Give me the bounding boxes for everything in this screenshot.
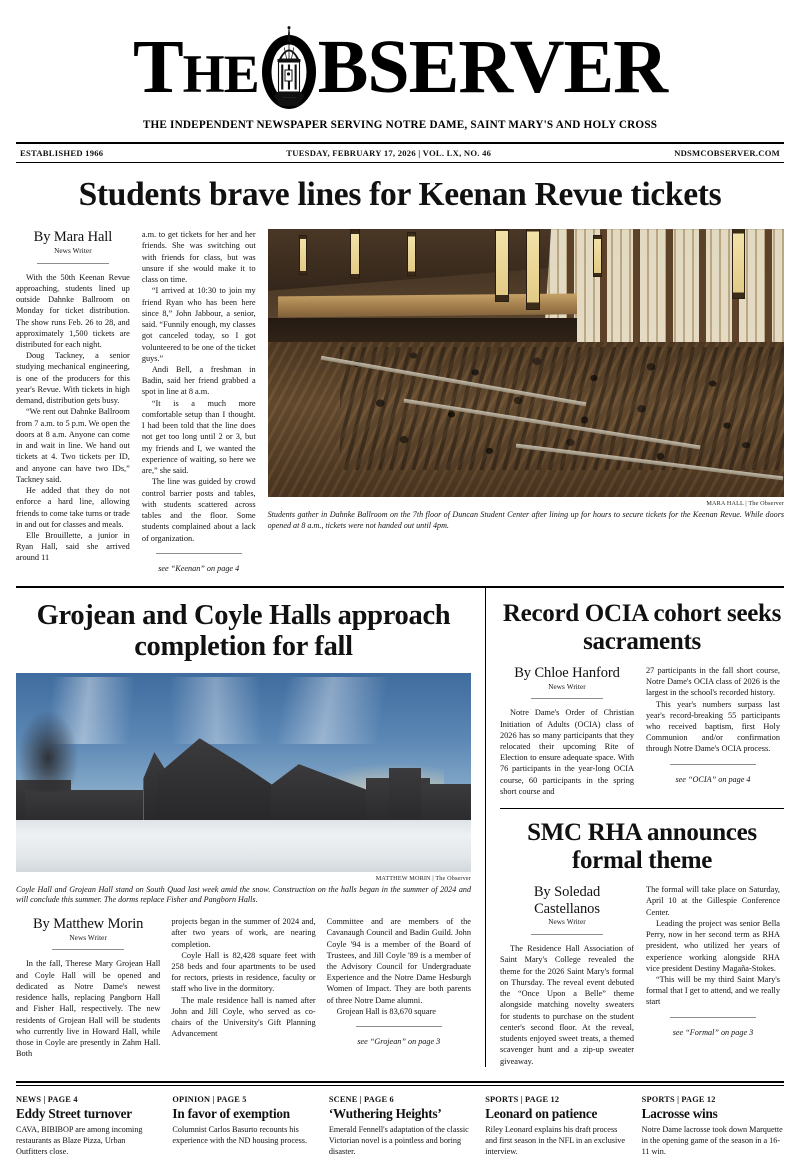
paragraph: In the fall, Therese Mary Grojean Hall and Coyle Hall will be opened and dedicated as Notre Dame's newest residence halls, replacing Pangborn Hall and Fisher Hall, respectively. The new residents of Grojean Hall will be students who currently live in Howard Hall, while those in Coyle are presently in Zahm Hall. Both: [16, 959, 161, 1059]
paragraph: Elle Brouillette, a junior in Ryan Hall, said she arrived around 11: [16, 530, 130, 563]
lead-column-2: [142, 229, 256, 574]
paragraph: The male residence hall is named after John and Jill Coyle, who served as co-chairs of the University's Gift Planning Advancement: [171, 995, 316, 1039]
mid-section: [16, 588, 784, 1067]
rha-columns: [500, 884, 784, 1067]
lead-photo-column: [268, 229, 784, 574]
grojean-photo-credit: MATTHEW MORIN | The Observer: [375, 874, 471, 882]
ocia-column-1: [500, 665, 634, 797]
teaser-bar: [16, 1081, 784, 1158]
masthead-tagline: THE INDEPENDENT NEWSPAPER SERVING NOTRE DAME, SAINT MARY'S AND HOLY CROSS: [142, 119, 658, 131]
grojean-columns: [16, 916, 471, 1060]
rha-headline[interactable]: SMC RHA announces formal theme: [527, 819, 757, 875]
lead-headline[interactable]: Students brave lines for Keenan Revue tickets: [78, 176, 722, 213]
nameplate: [16, 26, 784, 110]
paragraph: “I arrived at 10:30 to join my friend Ryan who has been here since 8,” John Jabbour, a senior, said. “Funnily enough, my classes got canceled today, so I got volunteered to be one of the ticket guys.”: [141, 286, 256, 363]
ballroom-crowd-photo: [268, 229, 784, 497]
paragraph: “We rent out Dahnke Ballroom from 7 a.m. to 5 p.m. We open the doors at 8 a.m. Anyone can come in and wait in line. We hand out tickets at 4. Two tickets per ID, and anyone can have two IDs,” Tackney said.: [16, 407, 130, 484]
byline-rule: [531, 934, 603, 935]
paragraph: “It is a much more comfortable setup than I thought. I had been told that the line does not get too long until 2 or 3, but my friends and I, we wanted the experience of waiting, so here we are,” she said.: [141, 398, 256, 476]
byline-role: News Writer: [54, 246, 92, 255]
teaser-description: Notre Dame lacrosse took down Marquette in the opening game of the season in a 16-11 win.: [641, 1125, 783, 1157]
byline-name: By Soledad Castellanos: [533, 884, 601, 917]
byline-role: News Writer: [548, 682, 586, 691]
paragraph: projects began in the summer of 2024 and, after two years of work, are nearing completion.: [171, 917, 316, 949]
grojean-headline[interactable]: Grojean and Coyle Halls approach completion for fall: [36, 599, 451, 663]
paragraph: Coyle Hall is 82,428 square feet with 258 beds and four apartments to be used for rectors, priests in residence, faculty or staff who live in the dormitory.: [171, 950, 316, 994]
teaser-item-opinion[interactable]: [172, 1095, 314, 1158]
paragraph: Notre Dame's Order of Christian Initiation of Adults (OCIA) class of 2026 has so many participants that they relocated their upcoming Rite of Election to ensure adequate space. With 76 participants in the year-long OCIA course, 60 participants in the spring short course and: [500, 708, 634, 796]
ocia-jump-line[interactable]: see “OCIA” on page 4: [675, 774, 751, 784]
jump-rule: [356, 1026, 442, 1027]
lead-body: [16, 229, 784, 574]
grojean-column-2: [171, 916, 315, 1060]
ocia-column-2: [646, 665, 780, 797]
lead-jump-line[interactable]: see “Keenan” on page 4: [158, 563, 240, 573]
paragraph: “This will be my third Saint Mary's formal that I get to attend, and we really start: [646, 975, 780, 1007]
paragraph: This year's numbers surpass last year's record-breaking 55 participants who received baptism, first Holy Communion and/or confirmation through Notre Dame's OCIA process.: [646, 699, 780, 754]
teaser-headline[interactable]: Lacrosse wins: [641, 1105, 718, 1121]
teaser-description: Riley Leonard explains his draft process and first season in the NFL in an exclusive interview.: [485, 1125, 625, 1157]
byline-rule: [37, 263, 109, 264]
lead-photo-caption: Students gather in Dahnke Ballroom on the 7th floor of Duncan Student Center after lining up for hours to secure tickets for the Keenan Revue. While doors opened at 8 a.m., tickets were not handed out until 4pm.: [267, 510, 785, 530]
teaser-kicker: NEWS | PAGE 4: [16, 1094, 78, 1104]
paragraph: Leading the project was senior Bella Perry, now in her second term as RHA president, who utilized her years of experience working alongside RHA vice president Destiny Magaña-Stokes.: [646, 918, 780, 973]
nameplate-observer: BSERVER: [317, 25, 668, 110]
website-label[interactable]: NDSMCOBSERVER.COM: [674, 148, 780, 158]
byline-role: News Writer: [548, 918, 586, 927]
paragraph: He added that they do not enforce a hard line, allowing friends to come take turns or trade in and out for classes and meals.: [16, 486, 130, 529]
grojean-column-1: [16, 916, 160, 1060]
paragraph: With the 50th Keenan Revue approaching, students lined up outside Dahnke Ballroom on Monday for ticket distribution. The show runs Feb. 26 to 28, and approximately 1,500 tickets are distributed for each night.: [16, 272, 130, 349]
rha-column-1: [500, 884, 634, 1067]
teaser-item-sports-leonard[interactable]: [485, 1095, 627, 1158]
teaser-headline[interactable]: In favor of exemption: [172, 1105, 290, 1121]
dateline-bar: [16, 142, 784, 163]
jump-rule: [670, 764, 756, 765]
teaser-headline[interactable]: Leonard on patience: [485, 1105, 598, 1121]
paragraph: a.m. to get tickets for her and her friends. She was switching out with friends for class, but was unsure if she would make it to class on time.: [141, 230, 256, 285]
paragraph: The formal will take place on Saturday, April 10 at the Gillespie Conference Center.: [646, 885, 780, 917]
ocia-headline[interactable]: Record OCIA cohort seeks sacraments: [502, 599, 782, 655]
rha-column-2: [646, 884, 780, 1067]
jump-rule: [156, 553, 242, 554]
grojean-photo-caption: Coyle Hall and Grojean Hall stand on South Quad last week amid the snow. Construction on the halls began in the summer of 2024 and will conclude this summer. The dorms replace Fisher and Pangborn Halls.: [16, 884, 471, 905]
ocia-byline: [500, 665, 634, 699]
paragraph: Grojean Hall is 83,670 square: [336, 1006, 436, 1016]
masthead: [16, 0, 784, 131]
teaser-kicker: OPINION | PAGE 5: [172, 1094, 247, 1104]
nameplate-the: THE: [132, 25, 259, 110]
ocia-story: [500, 600, 784, 797]
byline-name: By Chloe Hanford: [514, 664, 620, 681]
rha-story: [500, 809, 784, 1067]
grojean-story: [16, 588, 486, 1067]
teaser-item-scene[interactable]: [329, 1095, 471, 1158]
date-volume-label: TUESDAY, FEBRUARY 17, 2026 | VOL. LX, NO. 46: [286, 148, 492, 158]
teaser-rule: [16, 1081, 784, 1083]
paragraph: Doug Tackney, a senior studying mechanical engineering, is one of the producers for this year's Revue. With tickets in high demand, distribution gets busy.: [16, 351, 130, 406]
byline-role: News Writer: [69, 933, 107, 942]
right-column-stories: [486, 588, 784, 1067]
paragraph: Committee and are members of the Cavanaugh Council and Badin Guild. John Coyle '94 is a member of the Board of Trustees, and Jill Coyle '89 is a member of the Advisory Council for Undergraduate Experience and the Notre Dame Hesburgh Women of Impact. They are both parents of three Notre Dame alumni.: [326, 917, 471, 1005]
teaser-item-sports-lacrosse[interactable]: [642, 1095, 784, 1158]
paragraph: The Residence Hall Association of Saint Mary's College revealed the theme for the 2026 Saint Mary's formal on Thursday. The reveal event debuted the “Once Upon a Belle” theme alongside matching novelty sweaters for students to purchase on the student center's second floor. At the reveal, students enjoyed sweet treats, a themed scavenger hunt and a zip-up sweater giveaway.: [500, 944, 634, 1066]
snowy-campus-photo: [16, 673, 471, 872]
golden-dome-icon: [261, 26, 317, 110]
rha-byline: [500, 884, 634, 935]
teaser-description: Columnist Carlos Basurto recounts his experience with the ND housing process.: [172, 1125, 308, 1146]
paragraph: The line was guided by crowd control barrier posts and tables, with students scattered across tables and the floor. Some students complained about a lack of organization.: [141, 477, 256, 543]
teaser-description: CAVA, BIBIBOP are among incoming restaurants as Blaze Pizza, Urban Outfitters close.: [16, 1125, 143, 1157]
teaser-kicker: SPORTS | PAGE 12: [485, 1094, 560, 1104]
lead-story: [16, 163, 784, 574]
byline-rule: [531, 698, 603, 699]
jump-rule: [670, 1017, 756, 1018]
paragraph: 27 participants in the fall short course, Notre Dame's OCIA class of 2026 is the largest in the school's recorded history.: [646, 665, 780, 698]
grojean-column-3: [327, 916, 471, 1060]
lead-photo-credit: MARA HALL | The Observer: [706, 500, 785, 508]
teaser-kicker: SPORTS | PAGE 12: [641, 1094, 716, 1104]
teaser-description: Emerald Fennell's adaptation of the classic Victorian novel is a pointless and boring disaster.: [328, 1125, 469, 1157]
grojean-jump-line[interactable]: see “Grojean” on page 3: [357, 1037, 441, 1047]
byline-rule: [52, 949, 124, 950]
lead-column-1: [16, 229, 130, 574]
teaser-kicker: SCENE | PAGE 6: [328, 1094, 394, 1104]
paragraph: Andi Bell, a freshman in Badin, said her friend grabbed a spot in line at 8 a.m.: [141, 364, 256, 397]
rha-jump-line[interactable]: see “Formal” on page 3: [672, 1027, 754, 1037]
byline-name: By Matthew Morin: [32, 916, 144, 933]
established-label: ESTABLISHED 1966: [20, 148, 104, 158]
teaser-headline[interactable]: ‘Wuthering Heights’: [328, 1105, 442, 1121]
grojean-byline: [16, 916, 160, 950]
teaser-headline[interactable]: Eddy Street turnover: [16, 1105, 132, 1121]
byline-name: By Mara Hall: [33, 229, 113, 246]
ocia-columns: [500, 665, 784, 797]
teaser-rule-secondary: [16, 1085, 784, 1086]
teaser-list: [16, 1095, 784, 1158]
lead-byline: [16, 229, 130, 263]
teaser-item-news[interactable]: [16, 1095, 158, 1158]
